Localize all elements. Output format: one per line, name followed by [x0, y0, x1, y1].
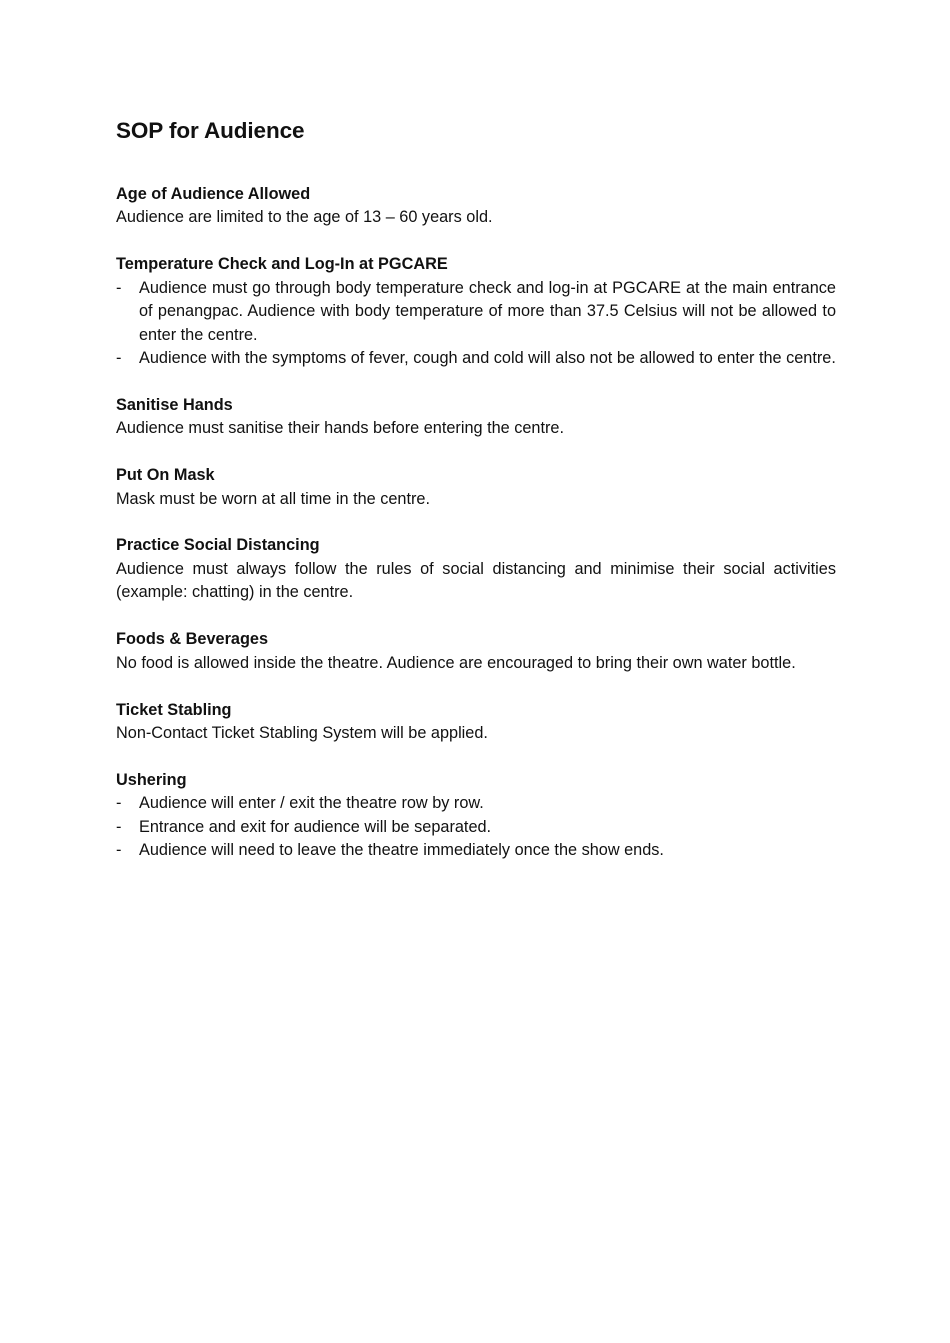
section-ushering: [116, 769, 836, 863]
document-title: SOP for Audience: [116, 118, 305, 143]
list-item: [116, 347, 836, 370]
section-foods-beverages: [116, 628, 836, 675]
bullet-list: [116, 792, 836, 862]
list-item-text: Audience will enter / exit the theatre row by row.: [139, 794, 484, 813]
section-heading: Sanitise Hands: [116, 395, 233, 414]
list-item: [116, 839, 836, 862]
section-text: Audience must sanitise their hands before entering the centre.: [116, 419, 565, 438]
document-page: [116, 114, 836, 886]
bullet-list: [116, 277, 836, 371]
section-social-distancing: [116, 534, 836, 604]
section-text: No food is allowed inside the theatre. Audience are encouraged to bring their own water bottle.: [116, 653, 796, 672]
section-temperature-check: [116, 253, 836, 370]
list-item: [116, 792, 836, 815]
section-ticket-stabling: [116, 699, 836, 746]
section-heading: Put On Mask: [116, 466, 215, 485]
list-item-text: Audience with the symptoms of fever, cough and cold will also not be allowed to enter the centre.: [139, 348, 836, 367]
dash-bullet-icon: -: [116, 841, 122, 860]
list-item-text: Audience must go through body temperature check and log-in at PGCARE at the main entrance of penangpac. Audience with body temperature of more than 37.5 Celsius will not be allowed to enter the centre.: [139, 278, 836, 344]
section-heading: Foods & Beverages: [116, 630, 269, 649]
section-text: Audience must always follow the rules of social distancing and minimise their social activities (example: chatting) in the centre.: [116, 559, 836, 602]
section-text: Non-Contact Ticket Stabling System will be applied.: [116, 723, 488, 742]
dash-bullet-icon: -: [116, 817, 122, 836]
section-age: [116, 183, 836, 230]
list-item: [116, 816, 836, 839]
list-item: [116, 277, 836, 347]
dash-bullet-icon: -: [116, 348, 122, 367]
section-put-on-mask: [116, 464, 836, 511]
section-text: Audience are limited to the age of 13 – 60 years old.: [116, 208, 493, 227]
section-heading: Ticket Stabling: [116, 700, 232, 719]
section-heading: Practice Social Distancing: [116, 536, 320, 555]
dash-bullet-icon: -: [116, 794, 122, 813]
section-sanitise-hands: [116, 394, 836, 441]
section-heading: Temperature Check and Log-In at PGCARE: [116, 255, 448, 274]
section-heading: Ushering: [116, 770, 187, 789]
section-heading: Age of Audience Allowed: [116, 185, 311, 203]
list-item-text: Audience will need to leave the theatre immediately once the show ends.: [139, 841, 664, 860]
section-text: Mask must be worn at all time in the centre.: [116, 489, 430, 508]
list-item-text: Entrance and exit for audience will be separated.: [139, 817, 492, 836]
dash-bullet-icon: -: [116, 278, 122, 297]
